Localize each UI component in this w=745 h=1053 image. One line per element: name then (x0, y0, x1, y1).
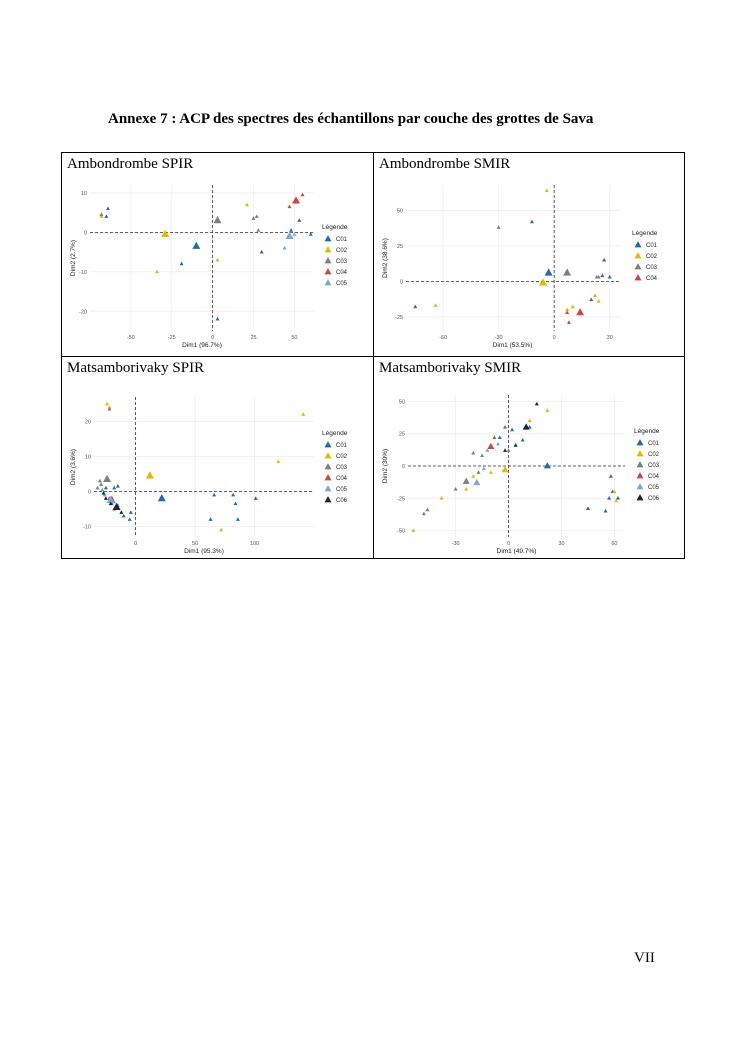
legend-marker-c01 (325, 441, 332, 447)
data-point-c05 (100, 488, 104, 492)
data-point-c03 (256, 228, 260, 232)
y-tick-label: 50 (398, 399, 405, 406)
data-point-c01 (289, 228, 293, 232)
centroid-c01 (545, 268, 553, 275)
data-point-c01 (212, 493, 216, 497)
legend-title: Légende (634, 428, 660, 435)
legend-label-c04: C04 (336, 476, 348, 482)
data-point-c02 (597, 299, 601, 303)
centroid-c03 (463, 478, 470, 484)
y-tick-label: -20 (79, 309, 87, 316)
x-tick-label: 30 (558, 541, 565, 547)
data-point-c01 (104, 486, 108, 490)
data-point-c04 (567, 320, 571, 324)
x-tick-label: 100 (249, 541, 260, 547)
x-axis-label: Dim1 (95.3%) (184, 548, 224, 555)
panel-title: Ambondrombe SPIR (67, 156, 194, 172)
x-tick-label: 0 (552, 335, 556, 341)
data-point-c05 (482, 466, 486, 470)
legend-marker-c02 (325, 452, 332, 458)
data-point-c06 (119, 510, 123, 514)
chart-ambondrombe-smir (374, 153, 684, 356)
x-tick-label: -25 (167, 335, 176, 341)
x-tick-label: -60 (439, 335, 448, 341)
data-point-c05 (283, 246, 287, 250)
legend-marker-c06 (637, 494, 644, 500)
y-tick-label: 50 (396, 208, 403, 215)
panel-title: Matsamborivaky SMIR (379, 360, 522, 376)
y-tick-label: 0 (399, 279, 403, 286)
data-point-c02 (440, 496, 444, 500)
data-point-c04 (492, 435, 496, 439)
data-point-c01 (602, 258, 606, 262)
data-point-c02 (411, 528, 415, 532)
x-tick-label: 0 (507, 541, 511, 547)
x-tick-label: 60 (611, 541, 618, 547)
y-tick-label: -25 (397, 496, 405, 503)
legend-label-c04: C04 (336, 270, 348, 276)
y-tick-label: -50 (397, 528, 405, 535)
data-point-c01 (260, 250, 264, 254)
data-point-c01 (106, 206, 110, 210)
data-point-c03 (96, 486, 100, 490)
data-point-c03 (507, 448, 511, 452)
chart-ambondrombe-spir (62, 153, 373, 356)
data-point-c03 (497, 225, 501, 229)
x-axis-label: Dim1 (53.5%) (492, 342, 533, 349)
panel-title: Ambondrombe SMIR (379, 156, 511, 172)
y-tick-label: 0 (83, 230, 87, 237)
data-point-c03 (99, 212, 103, 216)
legend-marker-c04 (325, 268, 332, 274)
data-point-c01 (586, 506, 590, 510)
centroid-c01 (544, 462, 551, 468)
data-point-c02 (301, 412, 305, 416)
y-axis-label: Dim2 (2.7%) (70, 239, 77, 277)
data-point-c03 (477, 470, 481, 474)
panel-ambondrombe-smir (374, 153, 684, 356)
data-point-c03 (255, 214, 259, 218)
data-point-c05 (496, 442, 500, 446)
legend-label-c01: C01 (646, 243, 658, 249)
data-point-c02 (528, 419, 532, 423)
legend-marker-c03 (635, 263, 642, 269)
data-point-c02 (571, 305, 575, 309)
data-point-c01 (498, 435, 502, 439)
data-point-c01 (589, 298, 593, 302)
figure-grid (61, 152, 685, 559)
panel-matsamborivaky-spir (62, 357, 373, 558)
legend-marker-c05 (637, 483, 644, 489)
grid-divider-horizontal (62, 356, 684, 357)
centroid-c04 (292, 196, 300, 203)
data-point-c01 (521, 438, 525, 442)
data-point-c03 (422, 512, 426, 516)
legend-label-c05: C05 (648, 485, 660, 491)
legend-label-c03: C03 (646, 265, 658, 271)
data-point-c02 (216, 258, 220, 262)
data-point-c01 (209, 517, 213, 521)
data-point-c03 (425, 508, 429, 512)
data-point-c01 (112, 486, 116, 490)
data-point-c03 (98, 479, 102, 483)
legend-label-c02: C02 (336, 248, 348, 254)
data-point-c01 (609, 474, 613, 478)
data-point-c03 (252, 216, 256, 220)
centroid-c01 (158, 494, 166, 501)
legend-label-c04: C04 (648, 474, 660, 480)
data-point-c03 (99, 482, 103, 486)
data-point-c01 (600, 273, 604, 277)
x-tick-label: 30 (606, 335, 613, 341)
data-point-c01 (234, 502, 238, 506)
legend-marker-c02 (325, 246, 332, 252)
data-point-c02 (276, 460, 280, 464)
legend-title: Légende (322, 224, 348, 231)
legend-marker-c03 (325, 463, 332, 469)
x-tick-label: 0 (134, 541, 138, 547)
centroid-c01 (192, 242, 200, 249)
x-tick-label: 50 (192, 541, 199, 547)
panel-title: Matsamborivaky SPIR (67, 360, 205, 376)
data-point-c02 (219, 528, 223, 532)
legend-label-c03: C03 (648, 463, 660, 469)
legend-label-c01: C01 (336, 443, 348, 449)
legend-marker-c03 (637, 461, 644, 467)
data-point-c02 (471, 474, 475, 478)
data-point-c01 (129, 510, 133, 514)
y-tick-label: 0 (401, 464, 405, 470)
data-point-c01 (236, 517, 240, 521)
centroid-c05 (473, 479, 480, 485)
y-axis-label: Dim2 (38.6%) (382, 238, 389, 278)
y-tick-label: -10 (79, 269, 87, 276)
data-point-c02 (434, 303, 438, 307)
data-point-c02 (155, 270, 159, 274)
data-point-c01 (231, 493, 235, 497)
chart-matsamborivaky-spir (62, 357, 373, 558)
y-axis-label: Dim2 (3.6%) (70, 448, 77, 486)
data-point-c01 (297, 218, 301, 222)
legend-marker-c05 (325, 279, 332, 285)
legend-label-c03: C03 (336, 465, 348, 471)
panel-ambondrombe-spir (62, 153, 373, 356)
y-tick-label: 10 (80, 190, 87, 197)
legend-label-c01: C01 (336, 237, 348, 243)
data-point-c02 (489, 470, 493, 474)
data-point-c02 (464, 487, 468, 491)
legend-marker-c04 (635, 274, 642, 280)
x-tick-label: -30 (451, 541, 460, 547)
data-point-c01 (604, 509, 608, 513)
x-tick-label: -30 (494, 335, 503, 341)
y-axis-label: Dim2 (30%) (382, 448, 389, 484)
data-point-c03 (454, 487, 458, 491)
centroid-c02 (502, 466, 509, 472)
y-tick-label: -10 (83, 524, 91, 531)
y-tick-label: 10 (84, 454, 91, 461)
data-point-c06 (104, 496, 108, 500)
data-point-c01 (413, 305, 417, 309)
legend-title: Légende (632, 230, 658, 237)
legend-marker-c04 (637, 472, 644, 478)
panel-matsamborivaky-smir (374, 357, 684, 558)
legend-marker-c01 (325, 235, 332, 241)
data-point-c02 (245, 202, 249, 206)
x-tick-label: 50 (291, 335, 298, 341)
centroid-c05 (285, 232, 293, 239)
y-tick-label: -25 (395, 314, 403, 321)
data-point-c03 (480, 453, 484, 457)
data-point-c01 (510, 428, 514, 432)
y-tick-label: 20 (84, 419, 91, 426)
legend-marker-c02 (635, 252, 642, 258)
x-axis-label: Dim1 (49.7%) (496, 548, 537, 555)
data-point-c04 (503, 425, 507, 429)
centroid-c06 (523, 423, 530, 429)
legend-label-c01: C01 (648, 441, 660, 447)
page-title: Annexe 7 : ACP des spectres des échantillons par couche des grottes de Sava (108, 111, 594, 127)
centroid-c02 (146, 471, 154, 478)
y-tick-label: 0 (87, 489, 91, 496)
centroid-c02 (539, 278, 547, 285)
data-point-c01 (616, 496, 620, 500)
legend-marker-c06 (325, 496, 332, 502)
legend-label-c04: C04 (646, 276, 658, 282)
centroid-c03 (563, 268, 571, 275)
data-point-c01 (530, 220, 534, 224)
legend-label-c02: C02 (646, 254, 658, 260)
y-tick-label: 25 (398, 431, 405, 438)
legend-label-c05: C05 (336, 281, 348, 287)
x-tick-label: 25 (250, 335, 257, 341)
legend-label-c03: C03 (336, 259, 348, 265)
chart-matsamborivaky-smir (374, 357, 684, 558)
data-point-c02 (545, 188, 549, 192)
legend-label-c02: C02 (336, 454, 348, 460)
legend-label-c06: C06 (336, 498, 348, 504)
page-number: VII (634, 950, 655, 966)
legend-marker-c01 (637, 439, 644, 445)
centroid-c02 (161, 230, 169, 237)
x-axis-label: Dim1 (96.7%) (182, 342, 222, 349)
data-point-c01 (128, 517, 132, 521)
data-point-c04 (287, 204, 291, 208)
data-point-c02 (545, 408, 549, 412)
data-point-c01 (122, 514, 126, 518)
centroid-c04 (487, 443, 494, 449)
x-tick-label: 0 (211, 335, 215, 341)
legend-title: Légende (322, 430, 348, 437)
data-point-c01 (180, 262, 184, 266)
data-point-c01 (116, 484, 120, 488)
data-point-c02 (593, 293, 597, 297)
data-point-c02 (105, 402, 109, 406)
centroid-c03 (214, 216, 222, 223)
centroid-c04 (576, 308, 584, 315)
legend-marker-c04 (325, 474, 332, 480)
legend-marker-c05 (325, 485, 332, 491)
centroid-c03 (103, 475, 111, 482)
data-point-c01 (104, 214, 108, 218)
data-point-c01 (608, 275, 612, 279)
legend-marker-c02 (637, 450, 644, 456)
data-point-c06 (535, 402, 539, 406)
x-tick-label: -50 (126, 335, 135, 341)
data-point-c06 (503, 448, 507, 452)
legend-marker-c01 (635, 241, 642, 247)
data-point-c01 (607, 496, 611, 500)
legend-label-c02: C02 (648, 452, 660, 458)
legend-label-c06: C06 (648, 496, 660, 502)
data-point-c01 (216, 317, 220, 321)
data-point-c06 (514, 443, 518, 447)
legend-marker-c03 (325, 257, 332, 263)
y-tick-label: 25 (396, 243, 403, 250)
data-point-c03 (471, 451, 475, 455)
legend-label-c05: C05 (336, 487, 348, 493)
